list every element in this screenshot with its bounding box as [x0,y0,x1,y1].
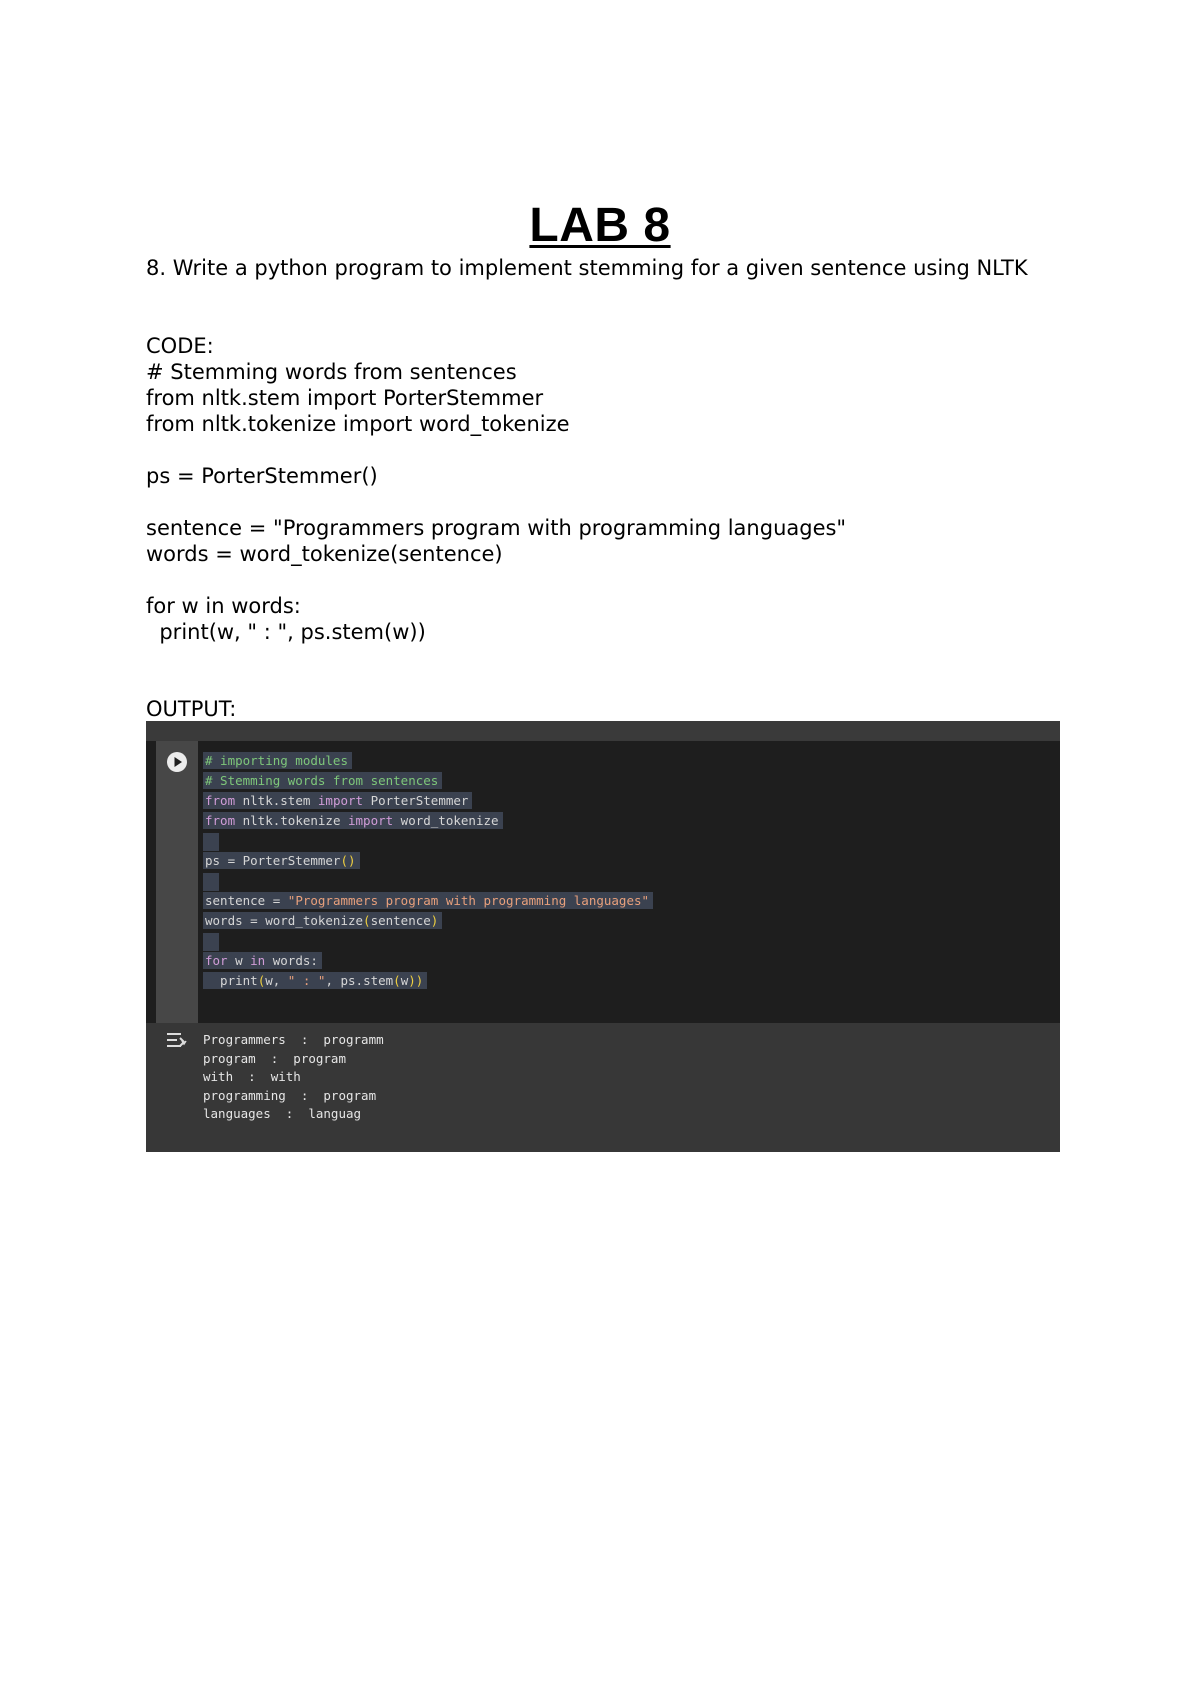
run-cell-button[interactable] [167,752,187,772]
cell-code-line [203,951,653,971]
code-token: in [250,953,266,968]
code-token: from [205,793,236,808]
code-token: () [340,853,356,868]
code-label: CODE: [146,334,214,358]
cell-code-editor[interactable] [203,751,653,991]
code-token: print [205,973,258,988]
output-line: program : program [203,1050,346,1066]
cell-code-line [203,891,653,911]
code-line: ps = PorterStemmer() [146,464,378,488]
code-token: nltk.stem [235,793,318,808]
cell-code-line [203,931,653,951]
code-token: ( [393,973,401,988]
code-token: w, [265,973,288,988]
output-line: with : with [203,1069,301,1084]
code-token: ps = PorterStemmer [205,853,341,868]
code-token: PorterStemmer [363,793,469,808]
screenshot-top-bar [146,721,1060,741]
question-text: 8. Write a python program to implement stemming for a given sentence using NLTK [146,256,1028,280]
code-token: word_tokenize [393,813,499,828]
code-token: sentence [370,913,431,928]
code-line: # Stemming words from sentences [146,360,517,384]
cell-code-line [203,791,653,811]
code-token: sentence = [205,893,288,908]
code-token: words = word_tokenize [205,913,364,928]
output-toggle-icon[interactable] [166,1031,188,1055]
code-line: from nltk.tokenize import word_tokenize [146,412,570,436]
code-line: words = word_tokenize(sentence) [146,542,503,566]
output-line: languages : languag [203,1106,362,1121]
cell-code-line [203,871,653,891]
code-token: , ps.stem [325,973,394,988]
code-token: ( [363,913,371,928]
code-token: import [348,813,394,828]
code-token: ( [257,973,266,988]
code-token: " : " [287,973,326,988]
code-line: print(w, " : ", ps.stem(w)) [146,620,426,644]
cell-code-line [203,851,653,871]
cell-code-line [203,971,653,991]
cell-code-line [203,771,653,791]
code-line: for w in words: [146,594,301,618]
code-token: # Stemming words from sentences [205,773,439,788]
code-line: sentence = "Programmers program with programming languages" [146,516,847,540]
code-token: nltk.tokenize [235,813,348,828]
cell-output-text [203,1031,384,1124]
cell-code-line [203,751,653,771]
cell-code-line [203,911,653,931]
code-token: ) [430,913,439,928]
code-token: w [227,953,251,968]
code-line: from nltk.stem import PorterStemmer [146,386,544,410]
page-title: LAB 8 [529,199,671,253]
output-line: programming : program [203,1087,377,1103]
code-token: # importing modules [205,753,348,768]
code-token: words: [265,953,318,968]
code-token: for [205,953,228,968]
cell-code-line [203,811,653,831]
play-icon [167,752,187,772]
cell-code-line [203,831,653,851]
code-token: from [205,813,236,828]
output-label: OUTPUT: [146,697,237,721]
code-token: w [400,973,409,988]
code-token: )) [408,973,424,988]
output-screenshot [146,721,1060,1152]
cell-gutter [156,741,198,1023]
code-token: "Programmers program with programming languages" [287,893,650,908]
code-token: import [317,793,364,808]
output-line: Programmers : programm [203,1032,384,1047]
